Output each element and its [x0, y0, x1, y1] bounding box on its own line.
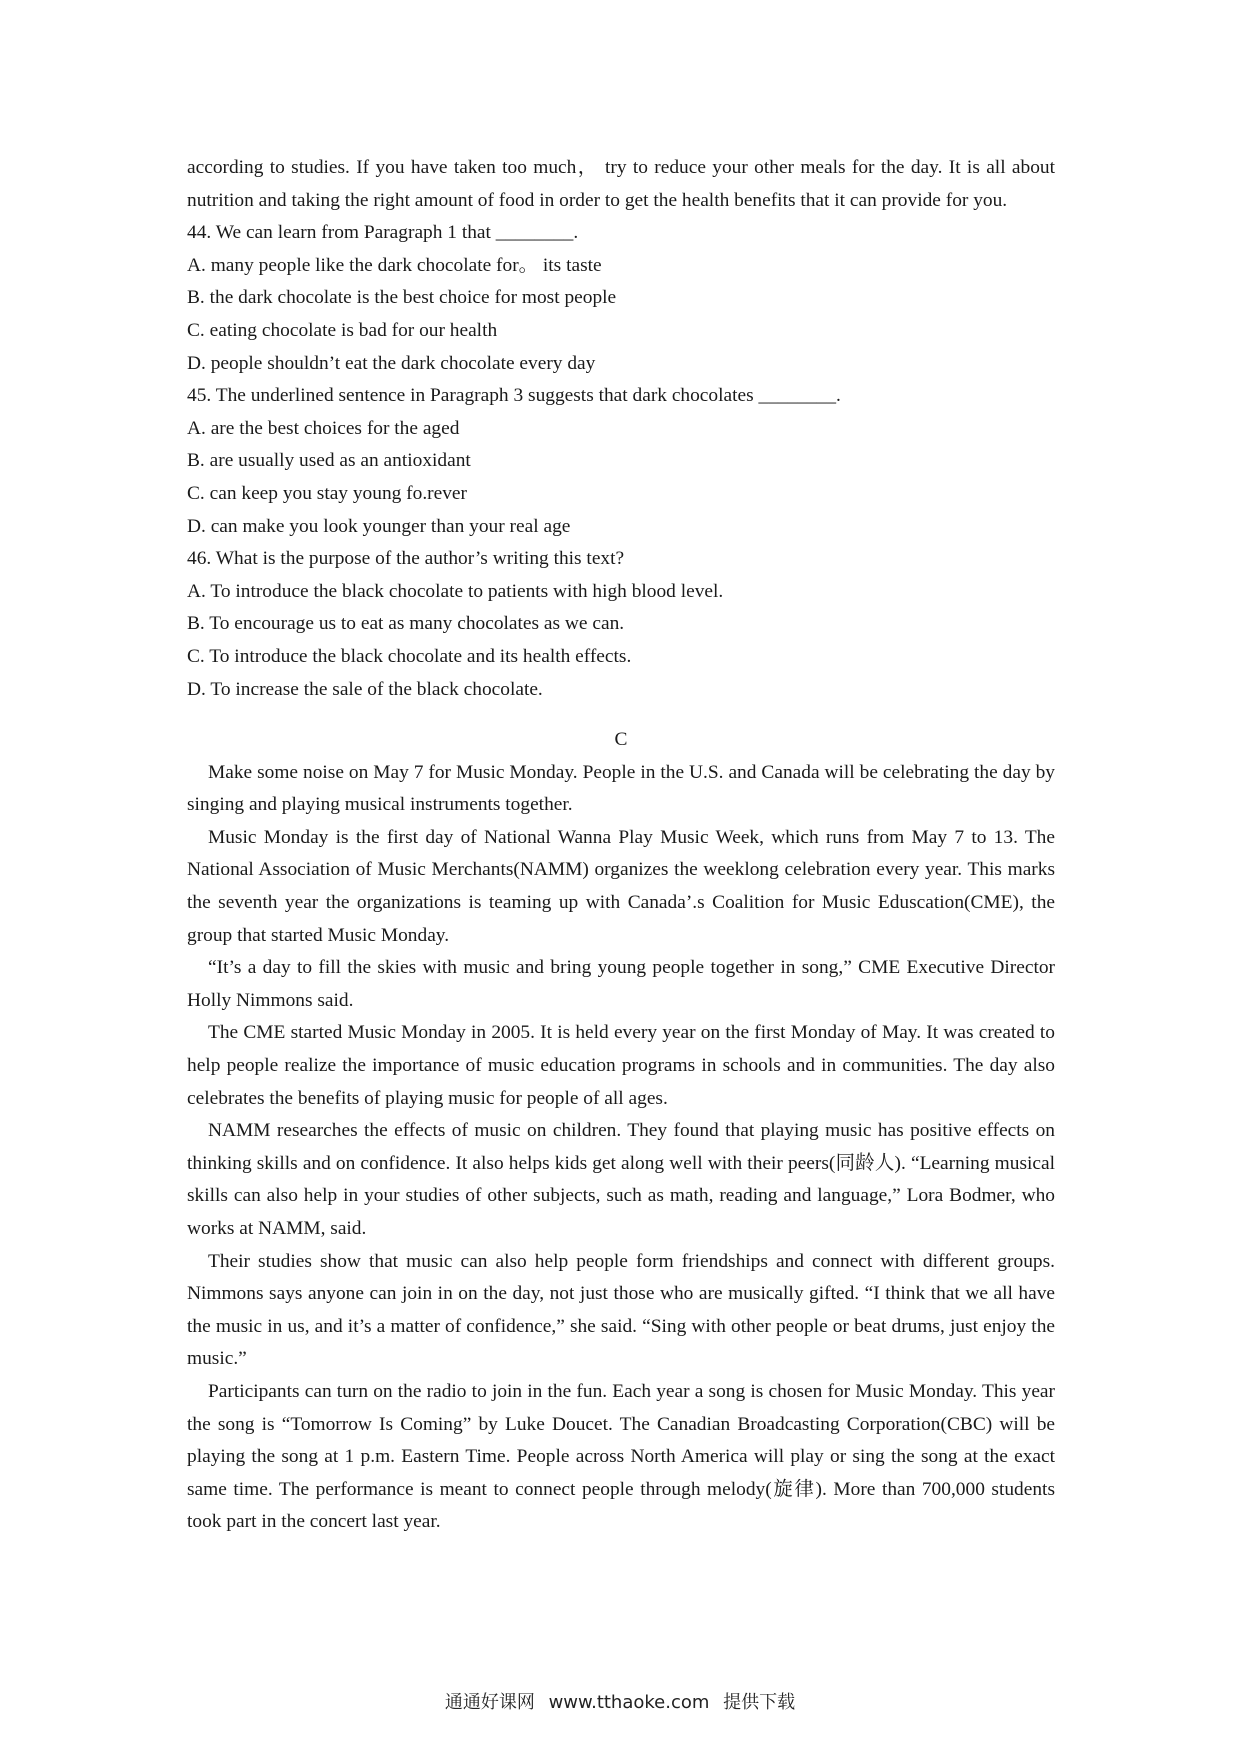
question-option: B. To encourage us to eat as many chocolates as we can. [187, 613, 625, 635]
question-stem: 45. The underlined sentence in Paragraph 3 suggests that dark chocolates ________. [187, 385, 841, 407]
question-44 [187, 217, 1055, 380]
question-46 [187, 543, 1055, 706]
footer-suffix: 提供下载 [723, 1692, 796, 1713]
intro-paragraph: according to studies. If you have taken too much， try to reduce your other meals for the day. It is all about nutrition and taking the right amount of food in order to get the health benefits that it can provide for you. [187, 157, 1055, 211]
question-option: C. eating chocolate is bad for our health [187, 319, 498, 341]
passage-paragraph: Participants can turn on the radio to join in the fun. Each year a song is chosen for Music Monday. This year the song is “Tomorrow Is Coming” by Luke Doucet. The Canadian Broadcasting Corporation(CBC) will be playing the song at 1 p.m. Eastern Time. People across North America will play or sing the song at the exact same time. The performance is meant to connect people through melody(旋律). More than 700,000 students took part in the concert last year. [187, 1380, 1055, 1533]
passage-paragraph: “It’s a day to fill the skies with music and bring young people together in song,” CME Executive Director Holly Nimmons said. [187, 957, 1055, 1011]
question-option: C. can keep you stay young fo.rever [187, 482, 467, 504]
passage-paragraph: Their studies show that music can also help people form friendships and connect with different groups. Nimmons says anyone can join in on the day, not just those who are musically gifted. “I think that we all have the music in us, and it’s a matter of confidence,” she said. “Sing with other people or beat drums, just enjoy the music.” [187, 1250, 1055, 1370]
section-heading: C [614, 729, 628, 751]
page-footer [0, 1688, 1240, 1714]
question-option: B. the dark chocolate is the best choice for most people [187, 287, 617, 309]
question-option: C. To introduce the black chocolate and its health effects. [187, 645, 632, 667]
passage-paragraph: The CME started Music Monday in 2005. It is held every year on the first Monday of May. It was created to help people realize the importance of music education programs in schools and in communities. The day also celebrates the benefits of playing music for people of all ages. [187, 1022, 1055, 1109]
footer-url[interactable]: www.tthaoke.com [548, 1692, 710, 1713]
passage-paragraph: Music Monday is the first day of National Wanna Play Music Week, which runs from May 7 to 13. The National Association of Music Merchants(NAMM) organizes the weeklong celebration every year. This marks the seventh year the organizations is teaming up with Canada’.s Coalition for Music Eduscation(CME), the group that started Music Monday. [187, 826, 1055, 946]
question-option: A. To introduce the black chocolate to patients with high blood level. [187, 580, 724, 602]
question-45 [187, 380, 1055, 543]
question-option: A. many people like the dark chocolate for。 its taste [187, 254, 602, 276]
question-stem: 46. What is the purpose of the author’s writing this text? [187, 548, 625, 570]
question-option: A. are the best choices for the aged [187, 417, 460, 439]
footer-site-name: 通通好课网 [444, 1692, 535, 1713]
passage-paragraph: Make some noise on May 7 for Music Monday. People in the U.S. and Canada will be celebrating the day by singing and playing musical instruments together. [187, 761, 1055, 816]
question-option: D. To increase the sale of the black chocolate. [187, 678, 543, 700]
question-option: D. people shouldn’t eat the dark chocolate every day [187, 352, 596, 374]
passage-paragraph: NAMM researches the effects of music on children. They found that playing music has positive effects on thinking skills and on confidence. It also helps kids get along well with their peers(同龄人). “Learning musical skills can also help in your studies of other subjects, such as math, reading and language,” Lora Bodmer, who works at NAMM, said. [187, 1120, 1055, 1239]
question-option: D. can make you look younger than your real age [187, 515, 571, 537]
question-stem: 44. We can learn from Paragraph 1 that ________. [187, 222, 579, 244]
section-c-passage [187, 757, 1055, 1539]
page-content [187, 152, 1055, 1539]
question-option: B. are usually used as an antioxidant [187, 450, 471, 472]
